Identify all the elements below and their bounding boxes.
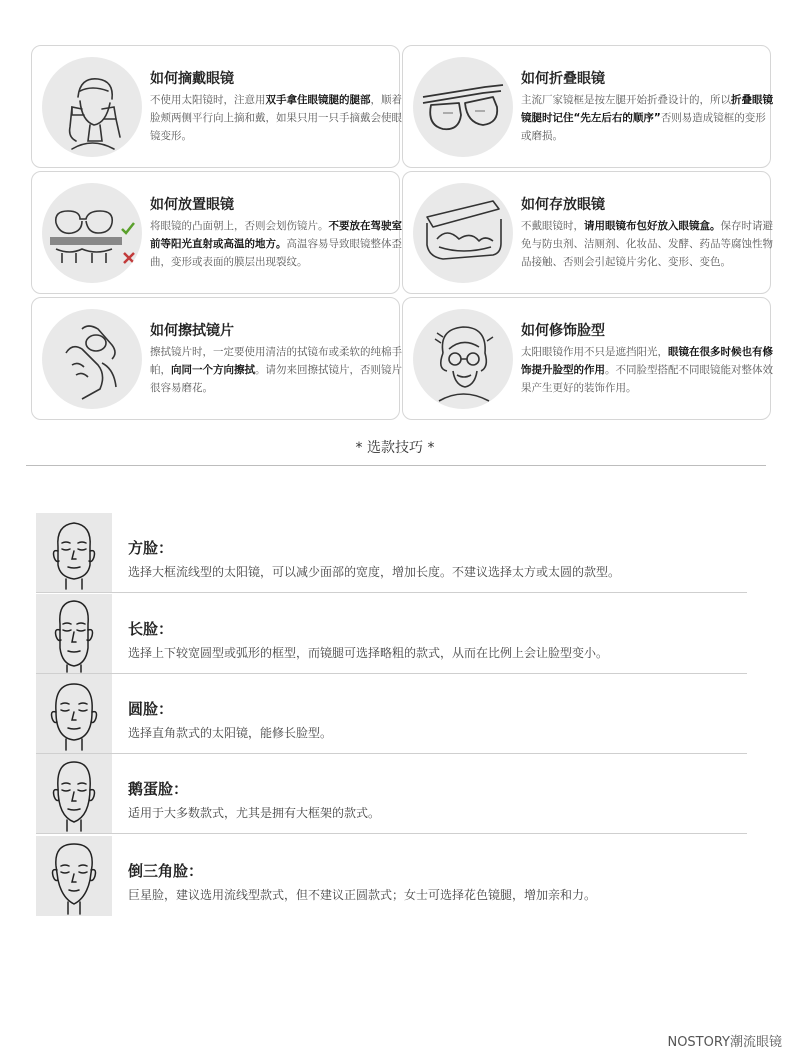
tip-card-clean [31, 297, 400, 420]
body-text: 主流厂家镜框是按左腿开始折叠设计的，所以 [521, 94, 731, 106]
face-shape-row-oval [36, 754, 747, 834]
emphasis-text: 双手拿住眼镜腿的腿部 [265, 94, 371, 106]
body-text: 不戴眼镜时， [521, 220, 584, 232]
tip-title: 如何折叠眼镜 [521, 71, 605, 87]
square-face-icon [36, 513, 112, 593]
folded-glasses-icon [413, 57, 513, 157]
row-divider [36, 833, 747, 834]
body-text: 。不同脸型搭配不同眼镜能对整体效果产生更好的装饰作用。 [521, 364, 773, 394]
face-shape-advice: 适用于大多数款式，尤其是拥有大框架的款式。 [128, 806, 381, 820]
face-shape-name: 鹅蛋脸： [128, 780, 189, 798]
row-divider [36, 592, 747, 593]
round-face-icon [36, 674, 112, 754]
face-shape-advice: 巨星脸，建议选用流线型款式，但不建议正圆款式；女士可选择花色镜腿，增加亲和力。 [128, 888, 597, 902]
section-title: * 选款技巧 * [355, 440, 435, 456]
glasses-placement-icon [42, 183, 142, 283]
tip-description [150, 91, 402, 145]
face-shape-advice: 选择直角款式的太阳镜，能修长脸型。 [128, 726, 333, 740]
tip-description [521, 343, 773, 397]
body-text: 太阳眼镜作用不只是遮挡阳光， [521, 346, 668, 358]
face-shape-name: 长脸： [128, 620, 174, 638]
tip-title: 如何摘戴眼镜 [150, 71, 234, 87]
face-shape-row-square [36, 513, 747, 593]
tip-title: 如何存放眼镜 [521, 197, 605, 213]
tip-description [150, 343, 402, 397]
emphasis-text: 眼镜在很多时候也有修饰提升脸型的作用 [521, 346, 773, 376]
body-text: 。请勿来回擦拭镜片，否则镜片很容易磨花。 [150, 364, 402, 394]
glasses-case-icon [413, 183, 513, 283]
tip-card-place [31, 171, 400, 294]
body-text: 保存时请避免与防虫剂、洁厕剂、化妆品、发酵、药品等腐蚀性物品接触、否则会引起镜片劣化、变形、变色。 [521, 220, 773, 268]
tip-card-face [402, 297, 771, 420]
brand-watermark: NOSTORY潮流眼镜 [667, 1035, 782, 1050]
tip-title: 如何修饰脸型 [521, 323, 605, 339]
tip-description [521, 217, 773, 271]
tip-description [150, 217, 402, 271]
face-shape-name: 倒三角脸： [128, 862, 204, 880]
emphasis-text: 向同一个方向擦拭 [171, 364, 255, 376]
face-shape-name: 方脸： [128, 539, 174, 557]
tip-card-store [402, 171, 771, 294]
body-text: ，顺着脸颊两侧平行向上摘和戴，如果只用一只手摘戴会使眼镜变形。 [150, 94, 402, 142]
face-shape-advice: 选择上下较宽圆型或弧形的框型，而镜腿可选择略粗的款式，从而在比例上会让脸型变小。 [128, 646, 609, 660]
inverted-triangle-face-icon [36, 836, 112, 916]
face-shape-row-round [36, 674, 747, 754]
emphasis-text: 折叠眼镜镜腿时记住“先左后右的顺序” [521, 94, 773, 124]
tip-description [521, 91, 773, 145]
body-text: 不使用太阳镜时，注意用 [150, 94, 266, 106]
face-shape-advice: 选择大框流线型的太阳镜，可以减少面部的宽度，增加长度。不建议选择太方或太圆的款型。 [128, 565, 621, 579]
person-removing-glasses-icon [42, 57, 142, 157]
tip-title: 如何放置眼镜 [150, 197, 234, 213]
oval-face-icon [36, 754, 112, 834]
body-text: 擦拭镜片时，一定要使用清洁的拭镜布或柔软的纯棉手帕， [150, 346, 402, 376]
tip-card-wear [31, 45, 400, 168]
body-text: 否则易造成镜框的变形或磨损。 [521, 112, 766, 142]
emphasis-text: 不要放在驾驶室前等阳光直射或高温的地方。 [150, 220, 402, 250]
face-shape-name: 圆脸： [128, 700, 174, 718]
face-shape-row-inverted-triangle [36, 836, 747, 916]
emphasis-text: 请用眼镜布包好放入眼镜盒。 [584, 220, 721, 232]
body-text: 将眼镜的凸面朝上，否则会划伤镜片。 [150, 220, 329, 232]
tip-title: 如何擦拭镜片 [150, 323, 234, 339]
tip-card-fold [402, 45, 771, 168]
section-divider [26, 465, 766, 466]
face-shape-row-long [36, 594, 747, 674]
body-text: 高温容易导致眼镜整体歪曲，变形或表面的膜层出现裂纹。 [150, 238, 402, 268]
woman-with-glasses-icon [413, 309, 513, 409]
hand-cleaning-lens-icon [42, 309, 142, 409]
long-face-icon [36, 594, 112, 674]
